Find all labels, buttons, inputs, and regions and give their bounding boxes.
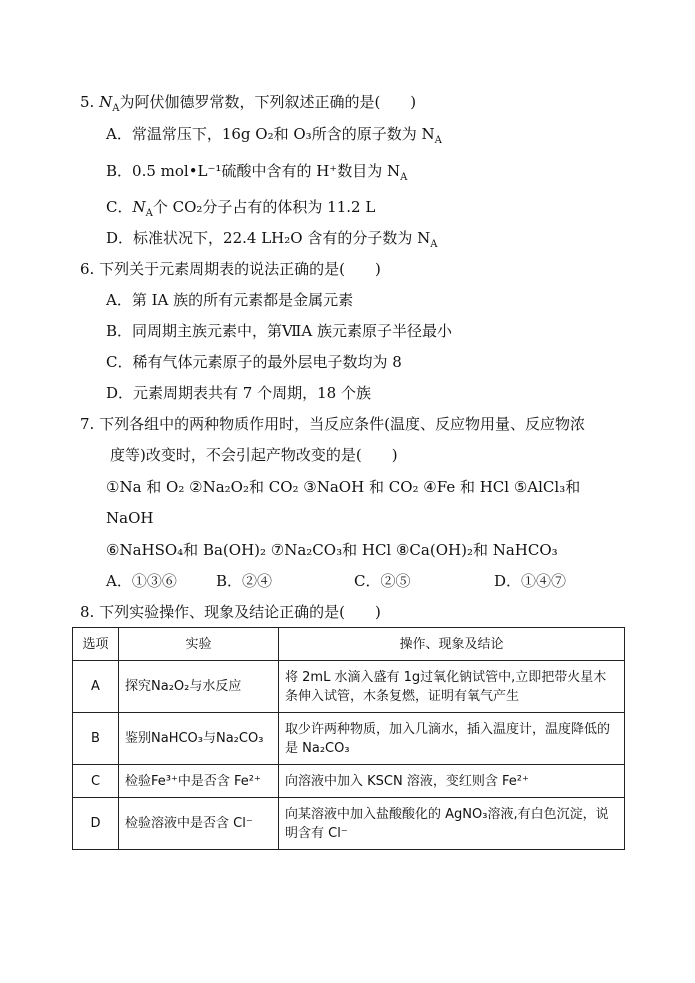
q5-option-a: A．常温常压下，16g O₂和 O₃所含的原子数为 $N_A$ [106, 125, 442, 146]
q7-choice-d: D．①④⑦ [494, 572, 567, 590]
q5-option-b: B．0.5 mol•L⁻¹硫酸中含有的 H⁺数目为 $N_A$ [106, 162, 408, 183]
q6-option-b: B．同周期主族元素中，第ⅦA 族元素原子半径最小 [106, 322, 452, 340]
row-option: A [73, 661, 119, 713]
q5-stem: 5. $N_A$为阿伏伽德罗常数，下列叙述正确的是( ) [80, 93, 417, 114]
q7-pairs-line2: ⑥NaHSO₄和 Ba(OH)₂ ⑦Na₂CO₃和 HCl ⑧Ca(OH)₂和 NaHCO₃ [106, 541, 558, 559]
q7-number: 7. [80, 415, 95, 433]
q7-pairs-line1b: NaOH [106, 509, 154, 527]
q7-stem-line2: 度等)改变时，不会引起产物改变的是( ) [110, 446, 398, 464]
header-option: 选项 [73, 628, 119, 661]
table-row [73, 798, 625, 850]
table-row [73, 661, 625, 713]
header-result: 操作、现象及结论 [279, 628, 625, 661]
q7-choice-a: A．①③⑥ [106, 572, 177, 590]
row-experiment: 鉴别NaHCO₃与Na₂CO₃ [119, 713, 279, 765]
row-option: D [73, 798, 119, 850]
q8-number: 8. [80, 603, 95, 621]
q5-number: 5. [80, 93, 95, 111]
q6-number: 6. [80, 260, 95, 278]
table-row [73, 713, 625, 765]
row-experiment: 检验溶液中是否含 Cl⁻ [119, 798, 279, 850]
row-result: 取少许两种物质，加入几滴水，插入温度计，温度降低的是 Na₂CO₃ [279, 713, 625, 765]
row-option: C [73, 765, 119, 798]
experiment-table [72, 627, 625, 850]
q7-choice-b: B．②④ [216, 572, 273, 590]
q5-option-c: C．$N_A$个 CO₂分子占有的体积为 11.2 L [106, 198, 376, 219]
row-result: 将 2mL 水滴入盛有 1g过氧化钠试管中,立即把带火星木条伸入试管，木条复燃，证明有氧气产生 [279, 661, 625, 713]
q7-pairs-line1: ①Na 和 O₂ ②Na₂O₂和 CO₂ ③NaOH 和 CO₂ ④Fe 和 HCl ⑤AlCl₃和 [106, 478, 581, 496]
q7-choice-c: C．②⑤ [354, 572, 411, 590]
row-result: 向溶液中加入 KSCN 溶液，变红则含 Fe²⁺ [279, 765, 625, 798]
table-row [73, 765, 625, 798]
row-result: 向某溶液中加入盐酸酸化的 AgNO₃溶液,有白色沉淀，说明含有 Cl⁻ [279, 798, 625, 850]
q6-option-c: C．稀有气体元素原子的最外层电子数均为 8 [106, 353, 402, 371]
row-experiment: 探究Na₂O₂与水反应 [119, 661, 279, 713]
q5-option-d: D．标准状况下，22.4 LH₂O 含有的分子数为 $N_A$ [106, 229, 438, 250]
row-option: B [73, 713, 119, 765]
q7-stem-line1: 7. 下列各组中的两种物质作用时，当反应条件(温度、反应物用量、反应物浓 [80, 415, 585, 433]
q6-option-d: D．元素周期表共有 7 个周期，18 个族 [106, 384, 371, 402]
q6-option-a: A．第 IA 族的所有元素都是金属元素 [106, 291, 354, 309]
q8-stem: 8. 下列实验操作、现象及结论正确的是( ) [80, 603, 381, 621]
table-header-row [73, 628, 625, 661]
q6-stem: 6. 下列关于元素周期表的说法正确的是( ) [80, 260, 381, 278]
header-experiment: 实验 [119, 628, 279, 661]
row-experiment: 检验Fe³⁺中是否含 Fe²⁺ [119, 765, 279, 798]
